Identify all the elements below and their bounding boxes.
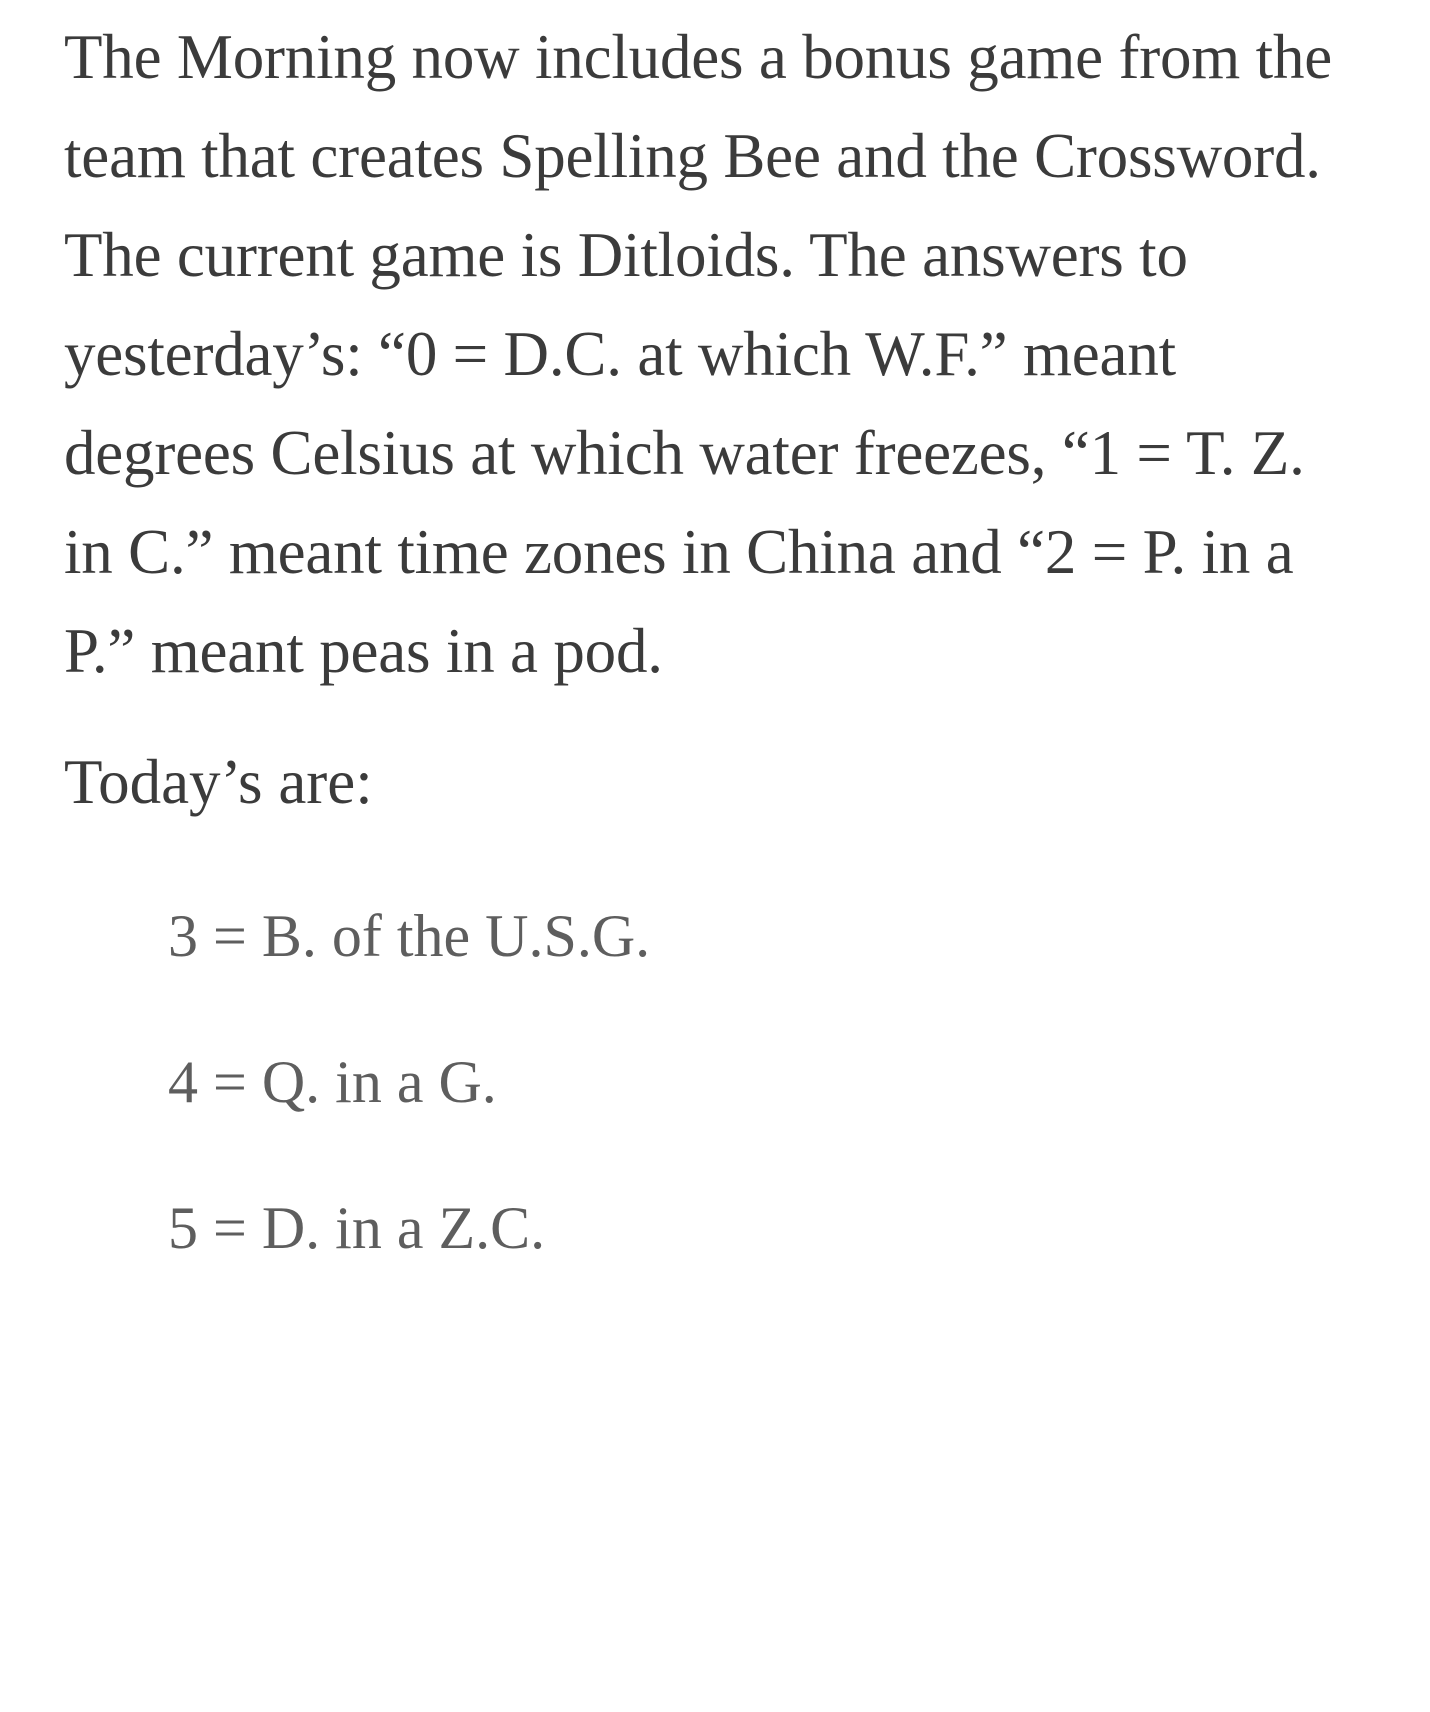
article-body-paragraph: The Morning now includes a bonus game from the team that creates Spelling Bee and the Crossword. The current game is Ditloids. The answers to yesterday’s: “0 = D.C. at which W.F.” meant degrees Celsius at which water freezes, “1 = T. Z. in C.” meant time zones in China and “2 = P. in a P.” meant peas in a pod. [64, 22, 1333, 686]
list-item: 4 = Q. in a G. [168, 1049, 497, 1115]
todays-intro-line: Today’s are: [64, 747, 373, 817]
list-item: 5 = D. in a Z.C. [168, 1195, 546, 1261]
list-item: 3 = B. of the U.S.G. [168, 903, 651, 969]
riddle-list [64, 888, 1368, 1276]
